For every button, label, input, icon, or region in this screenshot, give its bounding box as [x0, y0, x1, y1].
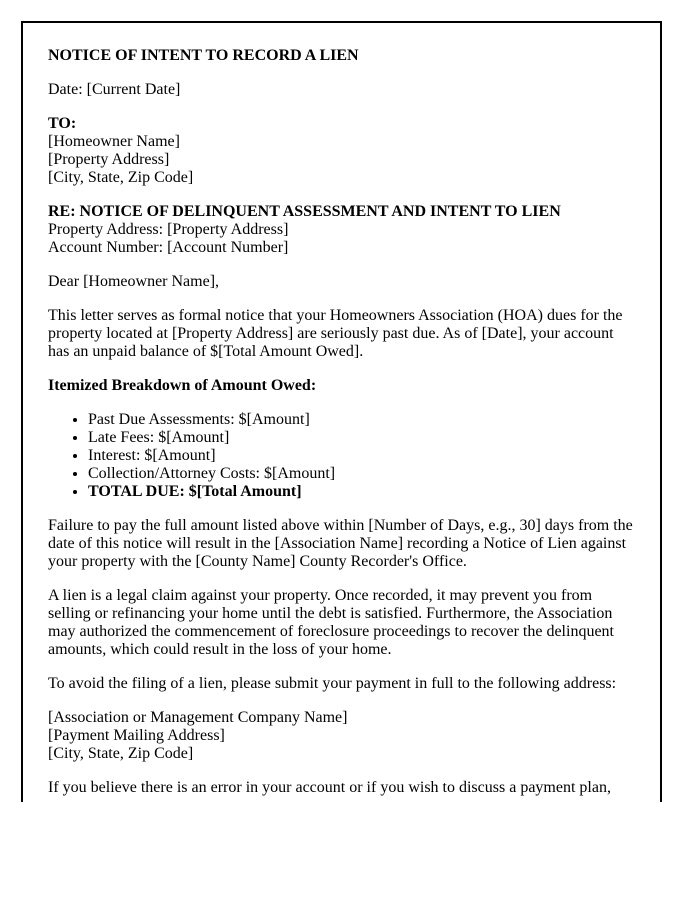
- recipient-name: [Homeowner Name]: [48, 133, 180, 150]
- re-heading: RE: NOTICE OF DELINQUENT ASSESSMENT AND INTENT TO LIEN: [48, 203, 561, 220]
- list-item: • Collection/Attorney Costs: $[Amount]: [88, 465, 635, 483]
- list-item-total-due: • TOTAL DUE: $[Total Amount]: [88, 483, 635, 501]
- closing-paragraph: If you believe there is an error in your account or if you wish to discuss a payment plan,: [48, 779, 611, 796]
- list-item: • Past Due Assessments: $[Amount]: [88, 411, 635, 429]
- recipient-city-state-zip: [City, State, Zip Code]: [48, 169, 194, 186]
- intro-paragraph: This letter serves as formal notice that your Homeowners Association (HOA) dues for the property located at [Property Address] are seriously past due. As of [Date], your account has an unpaid balance of $[Total Amount Owed].: [48, 307, 623, 360]
- lien-explanation-paragraph: A lien is a legal claim against your property. Once recorded, it may prevent you from selling or refinancing your home until the debt is satisfied. Furthermore, the Association may authorized the commencement of foreclosure proceedings to recover the delinquent amounts, which could result in the loss of your home.: [48, 587, 614, 658]
- payment-company-name: [Association or Management Company Name]: [48, 709, 348, 726]
- re-block: [48, 203, 635, 257]
- list-item: • Interest: $[Amount]: [88, 447, 635, 465]
- letter-title: NOTICE OF INTENT TO RECORD A LIEN: [48, 47, 359, 64]
- failure-paragraph: Failure to pay the full amount listed above within [Number of Days, e.g., 30] days from the date of this notice will result in the [Association Name] recording a Notice of Lien against your property with the [County Name] County Recorder's Office.: [48, 517, 633, 570]
- recipient-block: [48, 115, 635, 187]
- salutation: Dear [Homeowner Name],: [48, 273, 220, 290]
- list-item: • Late Fees: $[Amount]: [88, 429, 635, 447]
- to-label: TO:: [48, 115, 77, 132]
- payment-mailing-address: [Payment Mailing Address]: [48, 727, 225, 744]
- breakdown-list: [48, 411, 635, 501]
- payment-city-state-zip: [City, State, Zip Code]: [48, 745, 194, 762]
- re-account-number: Account Number: [Account Number]: [48, 239, 289, 256]
- payment-address-block: [48, 709, 635, 763]
- lien-notice-letter: [21, 21, 662, 802]
- date-line: Date: [Current Date]: [48, 81, 181, 98]
- recipient-address: [Property Address]: [48, 151, 170, 168]
- re-property-address: Property Address: [Property Address]: [48, 221, 289, 238]
- breakdown-heading: Itemized Breakdown of Amount Owed:: [48, 377, 317, 394]
- avoid-lien-paragraph: To avoid the filing of a lien, please submit your payment in full to the following address:: [48, 675, 617, 692]
